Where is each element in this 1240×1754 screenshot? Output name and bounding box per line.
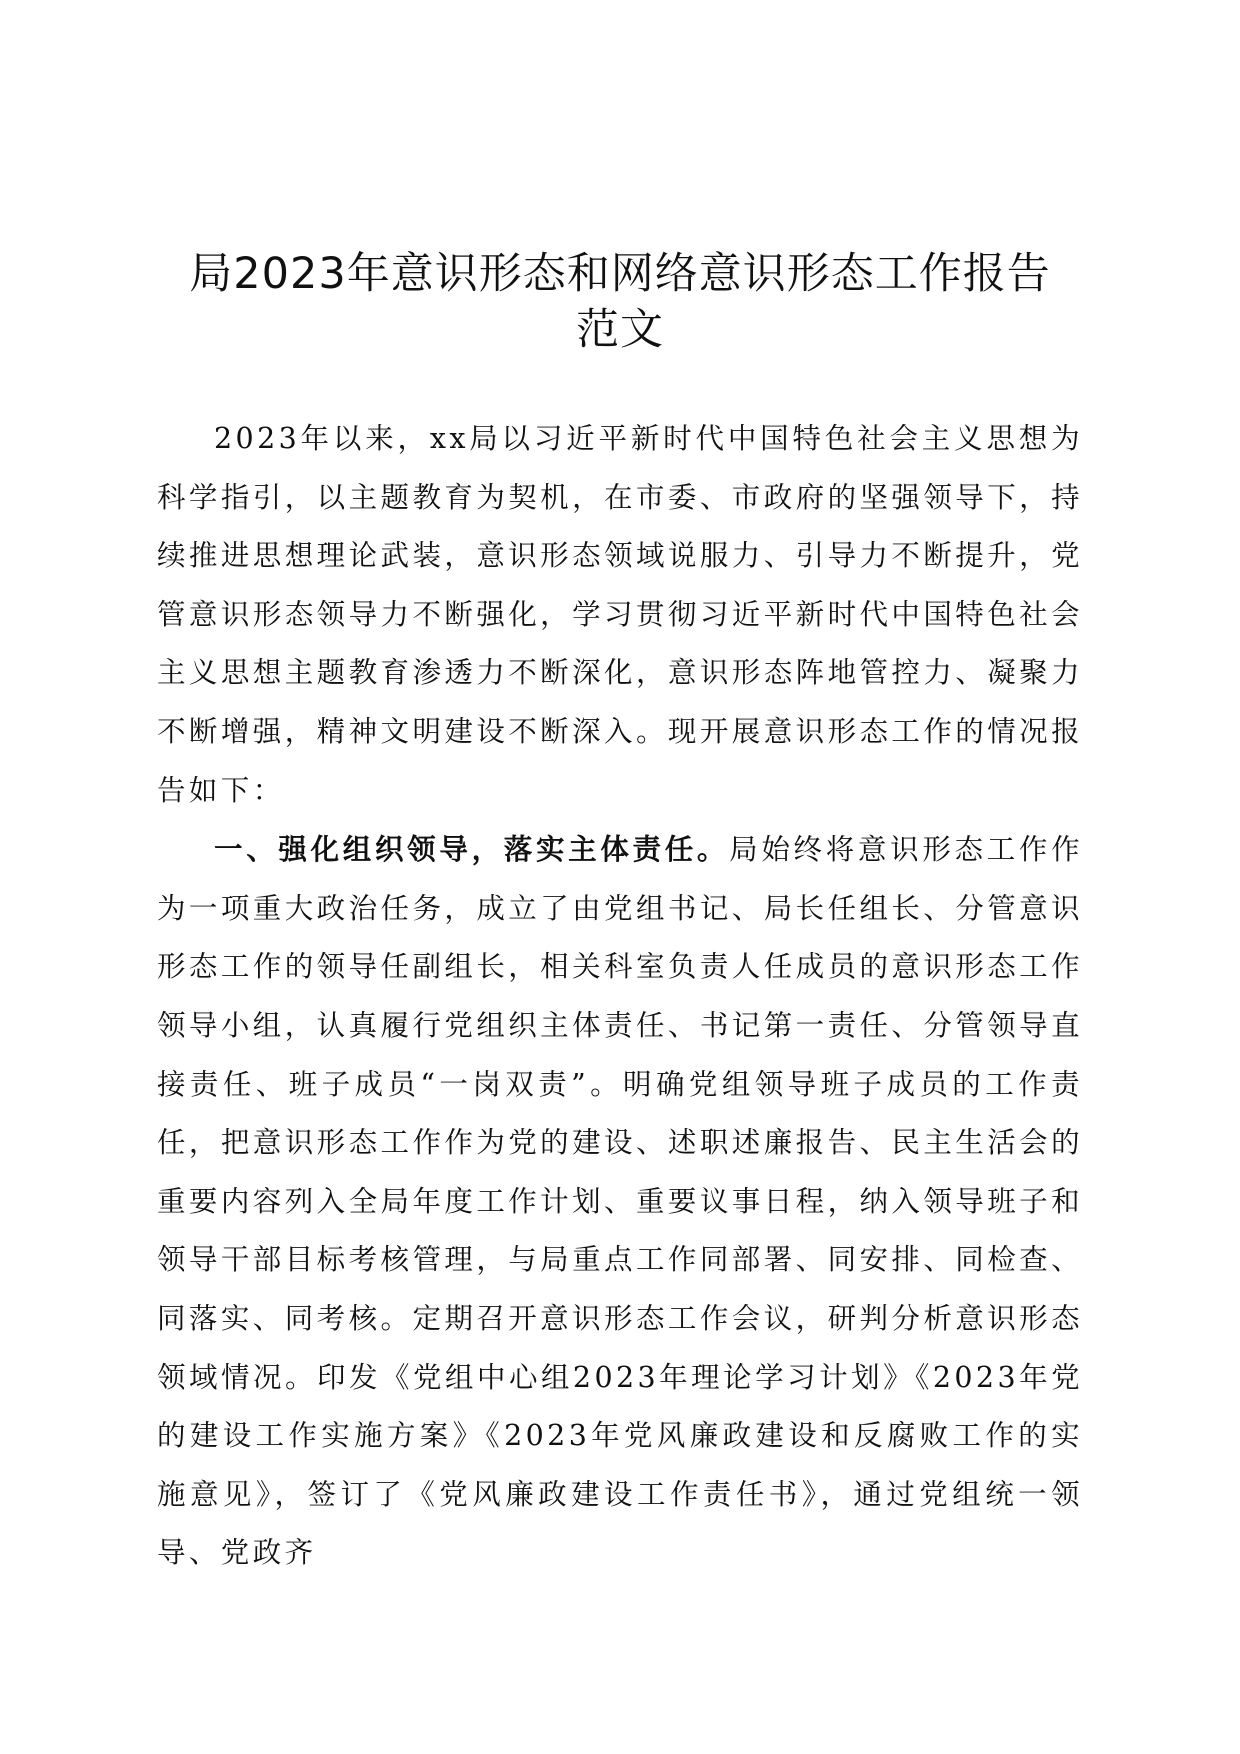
intro-paragraph: 2023年以来，xx局以习近平新时代中国特色社会主义思想为科学指引，以主题教育为契机，在市委、市政府的坚强领导下，持续推进思想理论武装，意识形态领域说服力、引导力不断提升，党管意识形态领导力不断强化，学习贯彻习近平新时代中国特色社会主义思想主题教育渗透力不断深化，意识形态阵地管控力、凝聚力不断增强，精神文明建设不断深入。现开展意识形态工作的情况报告如下： [157, 422, 1083, 807]
title-line-1: 局2023年意识形态和网络意识形态工作报告 [189, 249, 1051, 299]
section-1-heading: 一、强化组织领导，落实主体责任。 [214, 832, 730, 867]
document-body [157, 410, 1083, 1583]
title-line-2: 范文 [576, 305, 664, 355]
document-title [150, 246, 1090, 358]
section-1-body: 局始终将意识形态工作作为一项重大政治任务，成立了由党组书记、局长任组长、分管意识形态工作的领导任副组长，相关科室负责人任成员的意识形态工作领导小组，认真履行党组织主体责任、书记第一责任、分管领导直接责任、班子成员“一岗双责”。明确党组领导班子成员的工作责任，把意识形态工作作为党的建设、述职述廉报告、民主生活会的重要内容列入全局年度工作计划、重要议事日程，纳入领导班子和领导干部目标考核管理，与局重点工作同部署、同安排、同检查、同落实、同考核。定期召开意识形态工作会议，研判分析意识形态领域情况。印发《党组中心组2023年理论学习计划》《2023年党的建设工作实施方案》《2023年党风廉政建设和反腐败工作的实施意见》，签订了《党风廉政建设工作责任书》，通过党组统一领导、党政齐 [157, 833, 1083, 1570]
section-1-paragraph [157, 820, 1083, 1583]
